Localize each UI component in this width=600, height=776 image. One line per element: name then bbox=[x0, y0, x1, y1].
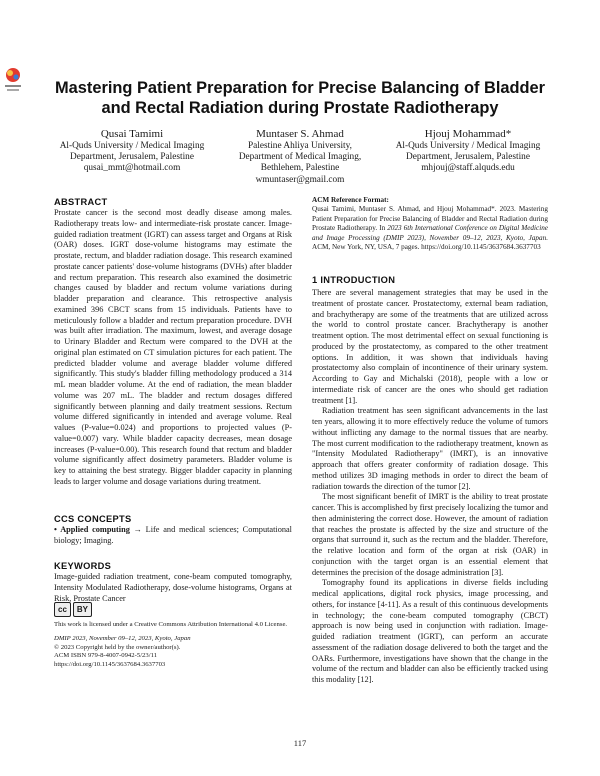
author-affiliation: Department, Jerusalem, Palestine bbox=[70, 152, 194, 163]
intro-paragraph-4: Tomography found its applications in diverse fields including medical applications, digital rock physics, image processing, and others, for instance [4-11]. As a result of this continuous developments in technology; the cone-beam computed tomography (CBCT) approach is now being used in conjunction with radiation. Image-guided radiation treatment (IGRT), can perform an accurate assessment of the radiation dosage delivered to both the target and the OARs. Furthermore, investigations have shown that the change in the volume of the rectum and bladder can also be efficiently tracked using this modality [12]. bbox=[312, 578, 548, 684]
keywords-section bbox=[54, 560, 292, 604]
introduction-section bbox=[312, 274, 548, 686]
acm-ref-authors: Qusai Tamimi, Muntaser S. Ahmad, and Hjouj Mohammad*. 2023. Mastering Patient Preparation for Precise Balancing of Bladder and Rectal Radiation during Prostate Radiotherapy. In bbox=[312, 205, 548, 233]
author-name: Qusai Tamimi bbox=[100, 128, 164, 140]
author-block-3 bbox=[384, 128, 552, 175]
intro-paragraph-2: Radiation treatment has seen significant advancements in the last ten years, allowing it to more effectively reduce the volume of tumors without inflicting any damage to the normal tissues that are nearby. The most current modification to the radiotherapy treatment, known as "Intensity Modulated Radiotherapy" (IMRT), is an innovative approach that offers greater conformity of radiation dosage. This method utilizes 3D imaging methods in order to direct the beam of radiation towards the direction of the tumor [2]. bbox=[312, 406, 548, 491]
acm-ref-heading: ACM Reference Format: bbox=[312, 196, 389, 204]
paper-title: Mastering Patient Preparation for Precise Balancing of Bladder and Rectal Radiation during Prostate Radiotherapy bbox=[54, 79, 546, 117]
author-affiliation: Al-Quds University / Medical Imaging bbox=[59, 141, 205, 151]
isbn-line: ACM ISBN 979-8-4007-0942-5/23/11 bbox=[54, 652, 158, 660]
page-number: 117 bbox=[293, 738, 307, 748]
keywords-text: Image-guided radiation treatment, cone-beam computed tomography, Intensity Modulated Radiotherapy, dose-volume histograms, Organs at Risk, Prostate Cancer bbox=[54, 572, 292, 603]
introduction-heading: 1 INTRODUCTION bbox=[312, 275, 396, 285]
abstract-text: Prostate cancer is the second most deadly disease among males. Radiotherapy treats low- and intermediate-risk prostate cancer. Image-guided radiation treatment (IGRT) can assess target and Organs at Risk (OAR) doses. IGRT dose-volume histograms may estimate the prostate, rectum, and bladder radiation dosage. This research examined prostate cancer patients' dose-volume histograms (DVHs) after bladder and rectum preparation. This research also examined the dosimetric changes caused by bladder and rectum volume variations during bladder preparation and clearance. This retrospective analysis examined 396 CBCT scans from 15 individuals. Patients have to meticulously follow a bladder and rectum preparation procedure. DVH was built after irradiation. The maximum, lowest, and average dosage to Urinary Bladder and Rectum were compared to the DVH at the original plan estimated on CT simulation pictures for each patient. The predicted bladder volume and average bladder volume differed significantly. This study's bladder filling methodology produced a 314 mL mean bladder volume. At the end of radiation, the mean bladder volume was 207 mL. The bladder and rectum dosages differed significantly between planning and daily treatment sessions. Rectum volume differed significantly in intended and average volume. Real values (P-value=0.024) and proportions to projected values (P-value=0.007) vary. While bladder capacity decreases, mean dosage increases (P-value=0.00). This research found that rectum and bladder volume significantly affect dosimetry parameters. Bladder volume is key to attaining the best strategy. Bigger bladder capacity in planning leads to larger volume and dosage variations during treatment. bbox=[54, 208, 292, 486]
ccs-text bbox=[54, 525, 292, 547]
author-affiliation: Department of Medical Imaging, bbox=[238, 152, 362, 163]
author-affiliation: Palestine Ahliya University, bbox=[248, 141, 352, 151]
ccs-rest: → Life and medical sciences; Computational biology; Imaging. bbox=[54, 525, 292, 545]
author-email: wmuntaser@gmail.com bbox=[255, 174, 345, 185]
abstract-heading: ABSTRACT bbox=[54, 197, 108, 207]
ccs-section bbox=[54, 513, 292, 547]
author-block-1 bbox=[48, 128, 216, 175]
acm-reference bbox=[312, 196, 548, 252]
author-affiliation: Department, Jerusalem, Palestine bbox=[406, 152, 530, 163]
keywords-heading: KEYWORDS bbox=[54, 561, 112, 571]
author-email: mhjouj@staff.alquds.edu bbox=[421, 163, 515, 174]
author-email: qusai_mmt@hotmail.com bbox=[83, 163, 181, 174]
author-block-2 bbox=[216, 128, 384, 186]
abstract-section bbox=[54, 196, 292, 488]
ccs-bold: • Applied computing bbox=[54, 525, 130, 534]
doi-link[interactable]: https://doi.org/10.1145/3637684.3637703 bbox=[54, 660, 166, 668]
conference-logo bbox=[2, 64, 24, 94]
cc-badge: cc bbox=[54, 602, 71, 617]
acm-ref-venue: 2023 6th International Conference on Digital Medicine and Image Processing (DMIP 2023), November 09–12, 2023, Kyoto, Japan. bbox=[312, 224, 548, 242]
intro-paragraph-3: The most significant benefit of IMRT is the ability to treat prostate cancer. This is accomplished by first precisely localizing the tumor and then administering the correct dose. However, the amount of radiation that reaches the prostate is affected by the size and structure of the organs that surround it, such as the rectum and the bladder. Therefore, the relative location and form of the organ at risk (OAR) in conjunction with the target organ is an essential element that determines the precision of the dosage administration [3]. bbox=[312, 492, 549, 577]
cc-license-badge bbox=[54, 602, 292, 617]
acm-ref-text bbox=[312, 205, 548, 252]
acm-ref-tail: ACM, New York, NY, USA, 7 pages. https://doi.org/10.1145/3637684.3637703 bbox=[312, 243, 541, 252]
author-affiliation: Al-Quds University / Medical Imaging bbox=[395, 141, 541, 151]
author-affiliation: Bethlehem, Palestine bbox=[260, 163, 340, 174]
author-name: Muntaser S. Ahmad bbox=[256, 128, 344, 140]
by-badge: BY bbox=[73, 602, 92, 617]
intro-paragraph-1: There are several management strategies that may be used in the treatment of prostate cancer. Prostatectomy, external beam radiation, and brachytherapy are some of the treatments that are utilized across the world to control prostate cancer. Brachytherapy is another treatment option. The most detrimental effect on sexual functioning is produced by the prostatectomy, as compared to the other treatment options. In addition, it was shown that individuals having prostatectomy also complain of incontinence of their urinary system. According to Gay and Michalski (2018), people with a low or intermediate risk of cancer are the ones who should get radiation treatment [1]. bbox=[312, 288, 548, 405]
copyright-line: © 2023 Copyright held by the owner/author(s). bbox=[54, 643, 181, 651]
author-name: Hjouj Mohammad* bbox=[424, 128, 512, 140]
license-block bbox=[54, 600, 292, 669]
conference-line: DMIP 2023, November 09–12, 2023, Kyoto, Japan bbox=[54, 635, 191, 643]
ccs-heading: CCS CONCEPTS bbox=[54, 514, 132, 524]
license-text: This work is licensed under a Creative Commons Attribution International 4.0 License. bbox=[54, 621, 288, 628]
